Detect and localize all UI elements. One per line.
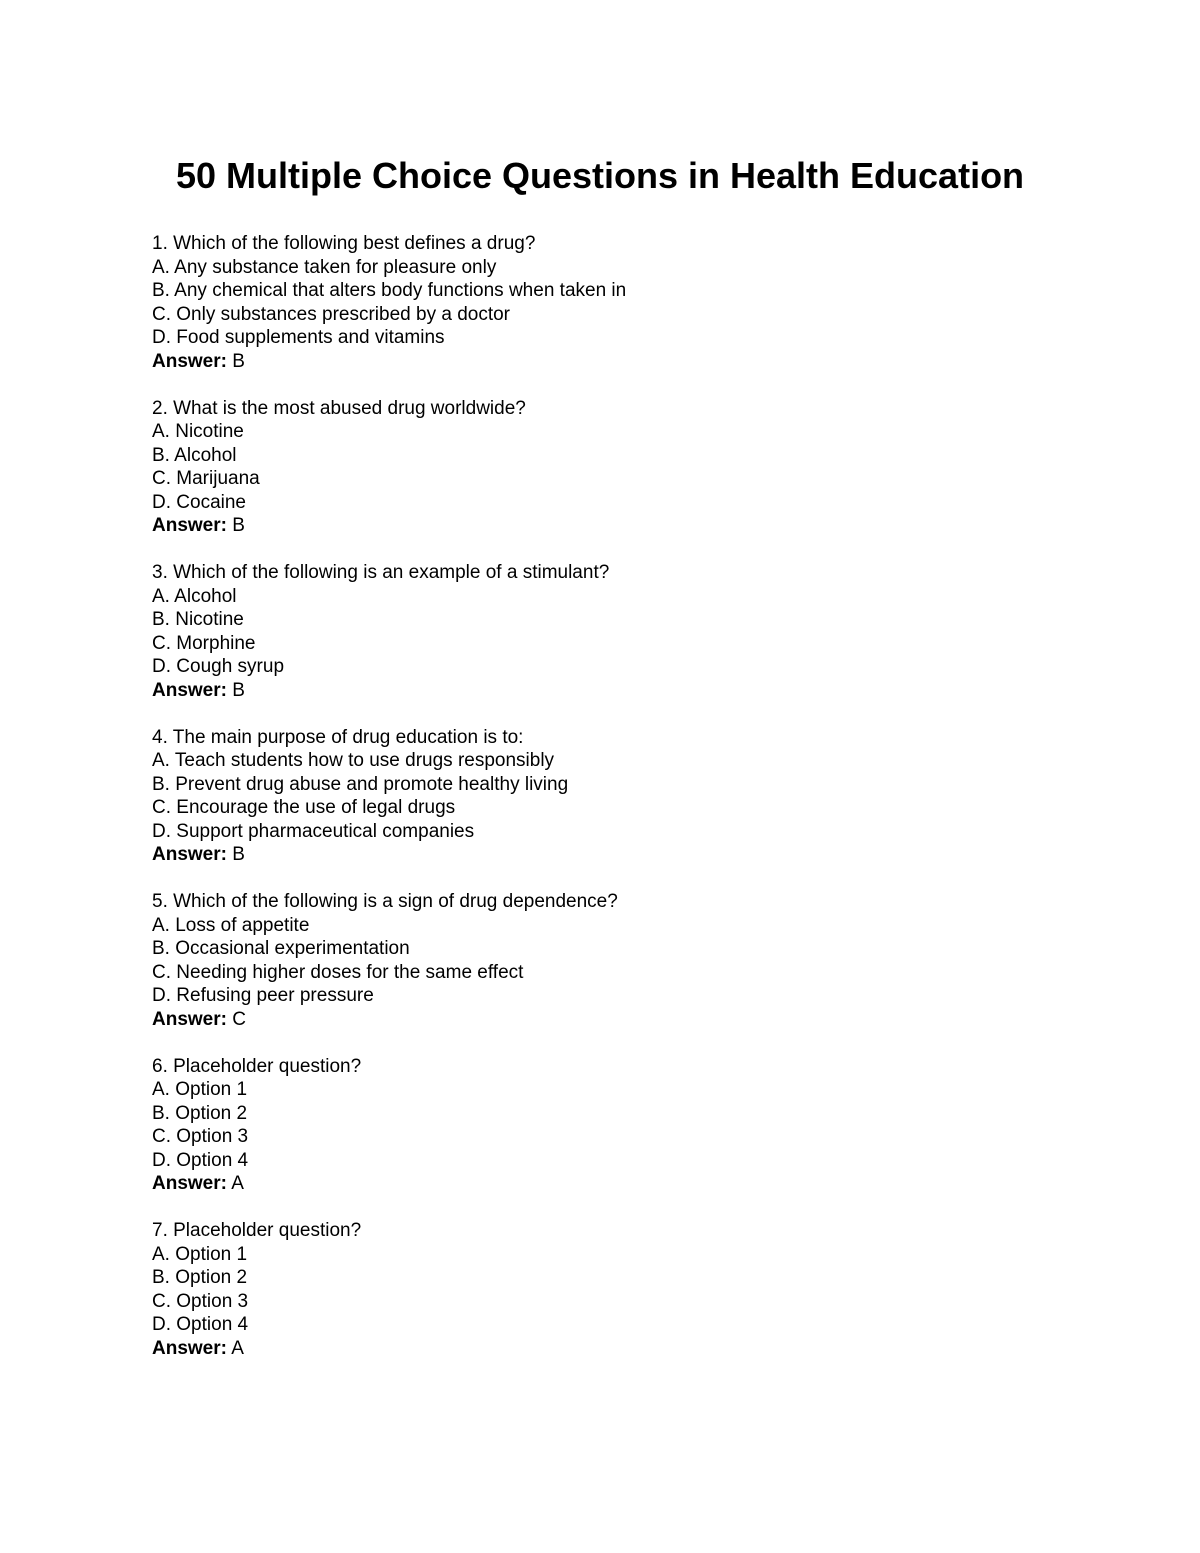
answer-value: B [232, 515, 245, 536]
option-c: C. Marijuana [152, 468, 260, 489]
option-a: A. Option 1 [152, 1243, 248, 1265]
answer-label: Answer: [152, 1008, 227, 1030]
answer-line [152, 1172, 1132, 1196]
question-text: 3. Which of the following is an example of a stimulant? [152, 562, 610, 583]
option-a: A. Option 1 [152, 1079, 248, 1100]
answer-label: Answer: [152, 350, 227, 372]
question-item [152, 232, 1132, 373]
answer-line [152, 843, 1132, 867]
option-c: C. Option 3 [152, 1290, 249, 1312]
option-b: B. Occasional experimentation [152, 938, 410, 959]
answer-label: Answer: [152, 1337, 227, 1359]
document-title: 50 Multiple Choice Questions in Health Education [175, 155, 1025, 196]
answer-value: B [232, 844, 245, 865]
option-d: D. Support pharmaceutical companies [152, 820, 475, 842]
option-b: B. Option 2 [152, 1267, 248, 1288]
answer-label: Answer: [152, 515, 227, 536]
answer-line [152, 514, 1132, 538]
option-d: D. Cocaine [152, 491, 246, 513]
option-c: C. Morphine [152, 632, 256, 654]
answer-value: B [232, 679, 245, 701]
option-b: B. Any chemical that alters body functions when taken in [152, 280, 627, 301]
answer-value: C [232, 1008, 246, 1030]
option-a: A. Loss of appetite [152, 914, 310, 936]
question-item [152, 397, 1132, 538]
answer-label: Answer: [152, 1173, 227, 1194]
answer-value: A [231, 1173, 244, 1194]
question-text: 1. Which of the following best defines a drug? [152, 233, 536, 254]
option-a: A. Teach students how to use drugs responsibly [152, 750, 555, 771]
question-item [152, 1055, 1132, 1196]
option-c: C. Needing higher doses for the same effect [152, 961, 524, 983]
option-d: D. Food supplements and vitamins [152, 327, 445, 348]
question-text: 4. The main purpose of drug education is to: [152, 726, 524, 748]
answer-line [152, 1008, 1132, 1032]
question-item [152, 726, 1132, 867]
option-a: A. Any substance taken for pleasure only [152, 256, 497, 278]
answer-line [152, 350, 1132, 374]
option-d: D. Option 4 [152, 1149, 249, 1171]
answer-value: A [231, 1337, 244, 1359]
option-c: C. Option 3 [152, 1126, 249, 1147]
option-b: B. Alcohol [152, 444, 237, 466]
option-d: D. Refusing peer pressure [152, 985, 374, 1006]
question-item [152, 890, 1132, 1031]
question-text: 2. What is the most abused drug worldwide? [152, 397, 526, 419]
question-list [152, 232, 1132, 1384]
option-a: A. Alcohol [152, 585, 237, 607]
option-d: D. Cough syrup [152, 656, 285, 677]
answer-label: Answer: [152, 844, 227, 865]
option-c: C. Only substances prescribed by a doctor [152, 303, 511, 325]
answer-line [152, 1337, 1132, 1361]
option-b: B. Nicotine [152, 609, 244, 630]
option-c: C. Encourage the use of legal drugs [152, 797, 456, 818]
question-item [152, 561, 1132, 702]
question-text: 6. Placeholder question? [152, 1055, 362, 1077]
option-d: D. Option 4 [152, 1314, 249, 1335]
question-text: 7. Placeholder question? [152, 1220, 362, 1241]
option-a: A. Nicotine [152, 421, 244, 442]
answer-line [152, 679, 1132, 703]
option-b: B. Prevent drug abuse and promote healthy living [152, 773, 569, 795]
answer-label: Answer: [152, 679, 227, 701]
question-text: 5. Which of the following is a sign of drug dependence? [152, 891, 618, 912]
answer-value: B [232, 350, 245, 372]
question-item [152, 1219, 1132, 1360]
option-b: B. Option 2 [152, 1102, 248, 1124]
